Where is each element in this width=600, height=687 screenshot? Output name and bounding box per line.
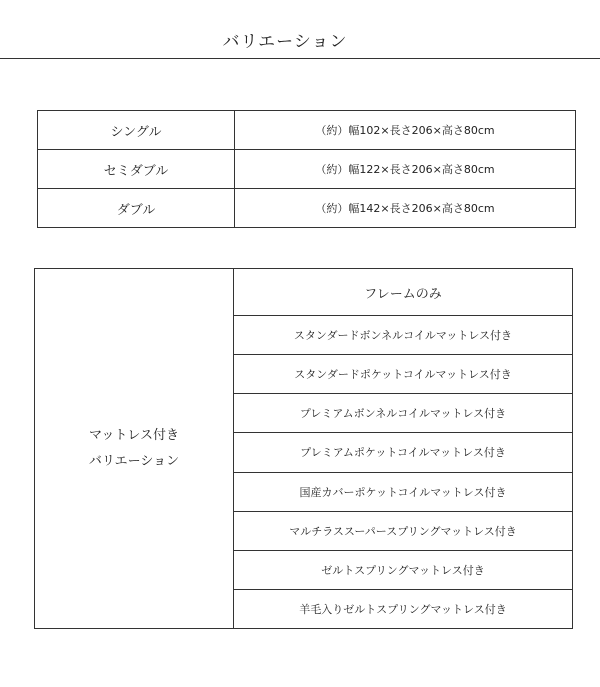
mattress-option: ゼルトスプリングマットレス付き xyxy=(234,550,573,589)
variation-label-line-2: バリエーション xyxy=(88,453,180,469)
variation-label-line-1: マットレス付き xyxy=(88,427,180,443)
size-row-single xyxy=(38,111,576,150)
title-divider xyxy=(0,58,600,59)
mattress-option: プレミアムボンネルコイルマットレス付き xyxy=(234,394,573,433)
variation-row-frame-only xyxy=(35,269,573,316)
mattress-option: スタンダードボンネルコイルマットレス付き xyxy=(234,316,573,355)
size-dimensions: （約）幅102×長さ206×高さ80cm xyxy=(235,111,576,150)
size-dimensions: （約）幅122×長さ206×高さ80cm xyxy=(235,150,576,189)
page-title: バリエーション xyxy=(222,32,348,52)
frame-only-cell: フレームのみ xyxy=(234,269,573,316)
size-name: シングル xyxy=(38,111,235,150)
size-name: ダブル xyxy=(38,189,235,228)
variation-table xyxy=(34,268,573,629)
mattress-option: マルチラススーパースプリングマットレス付き xyxy=(234,511,573,550)
size-row-double xyxy=(38,189,576,228)
mattress-option: スタンダードポケットコイルマットレス付き xyxy=(234,355,573,394)
size-row-semi-double xyxy=(38,150,576,189)
mattress-option: プレミアムポケットコイルマットレス付き xyxy=(234,433,573,472)
mattress-option: 国産カバーポケットコイルマットレス付き xyxy=(234,472,573,511)
size-name: セミダブル xyxy=(38,150,235,189)
variation-label-cell xyxy=(35,269,234,629)
mattress-option: 羊毛入りゼルトスプリングマットレス付き xyxy=(234,589,573,628)
size-table xyxy=(37,110,576,228)
size-dimensions: （約）幅142×長さ206×高さ80cm xyxy=(235,189,576,228)
